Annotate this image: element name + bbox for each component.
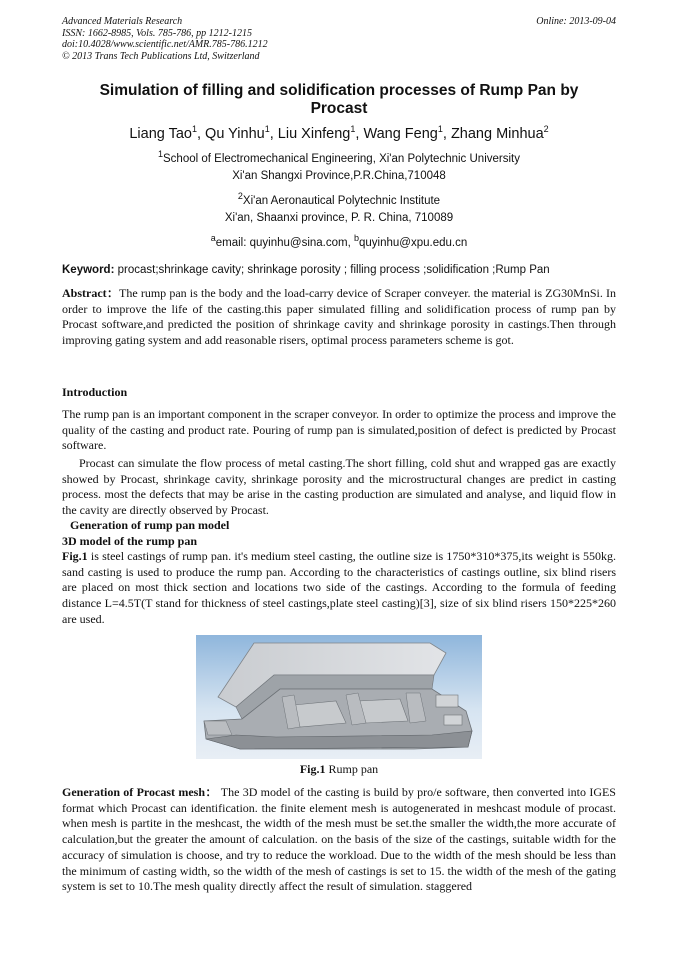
title-line-2: Procast	[310, 100, 368, 117]
affiliation-1-address: Xi'an Shangxi Province,P.R.China,710048	[232, 170, 446, 182]
author: Zhang Minhua	[450, 125, 544, 142]
intro-paragraph-2: Procast can simulate the flow process of metal casting.The short filling, cold shut and wrapped gas are exactly showed by Procast, shrinkage cavity, shrinkage porosity and the microstructural changes are predict in casting process. most the defects that may be arise in the casting production are simulated and analyse, and liquid flow in the cavity are directly observed by Procast.	[62, 456, 616, 518]
keywords-label: Keyword:	[62, 264, 115, 276]
issn: ISSN: 1662-8985, Vols. 785-786, pp 1212-1215	[62, 27, 252, 39]
caption-label: Fig.1	[299, 762, 326, 776]
author: Liu Xinfeng	[277, 125, 351, 142]
model-paragraph: Fig.1 is steel castings of rump pan. it's medium steel casting, the outline size is 1750*310*375,its weight is 550kg. sand casting is used to produce the rump pan. According to the characteristics of castings outline, six blind risers are placed on most thick section and locations two side of the castings. According to the formula of feeding distance L=4.5T(T stand for thickness of steel castings,plate steel casting)[3], size of six blind risers 150*225*260 are used.	[62, 549, 616, 626]
author: Qu Yinhu	[205, 125, 265, 142]
figure-ref: Fig.1	[62, 549, 88, 563]
doi: doi:10.4028/www.scientific.net/AMR.785-786.1212	[62, 39, 268, 50]
journal-name: Advanced Materials Research	[62, 16, 183, 27]
abstract-label: Abstract：	[62, 286, 119, 300]
intro-paragraph-1: The rump pan is an important component in the scraper conveyor. In order to optimize the process and improve the quality of the casting and product rate. Pouring of rump pan is simulated,position of defect is predicted by Procast software.	[62, 407, 616, 453]
abstract	[62, 286, 616, 349]
email-line: $^a$email: quyinhu@sina.com, $^b$quyinhu@xpu.edu.cn	[210, 233, 468, 249]
author: Wang Feng	[363, 125, 438, 142]
author: Liang Tao	[129, 125, 192, 142]
affiliation-2-address: Xi'an, Shaanxi province, P. R. China, 710089	[224, 212, 454, 224]
rump-pan-figure	[196, 635, 482, 759]
affiliation-1: $^1$School of Electromechanical Engineering, Xi'an Polytechnic University	[158, 149, 520, 165]
figure-caption	[62, 762, 616, 777]
mesh-paragraph: Generation of Procast mesh： The 3D model of the casting is build by pro/e software, then converted into IGES format which Procast can identification. the finite element mesh is autogenerated in meshcast module of procast. when mesh is partite in the meshcast, the width of the mesh must be set.the smaller the width,the more accurate of calculation,but the greater the amount of calculation. on the basis of the size of the castings, suitable width for the accuracy of simulation is choose, and try to reduce the workload. Due to the width of the mesh should be less than the minimum of casting width, so the width of the mesh of castings is set to 15. the width of the mesh of the gating system is set to 10.The mesh quality directly affect the result of simulation. staggered	[62, 785, 616, 894]
section-heading-introduction: Introduction	[62, 385, 128, 399]
affiliation-2: $^2$Xi'an Aeronautical Polytechnic Institute	[237, 191, 441, 207]
keywords	[62, 264, 616, 276]
online-date: Online: 2013-09-04	[536, 16, 616, 27]
title-line-1: Simulation of filling and solidification processes of Rump Pan by	[99, 82, 579, 99]
section-heading-generation: Generation of rump pan model	[70, 518, 230, 532]
subsection-heading-3d-model: 3D model of the rump pan	[62, 534, 198, 548]
mesh-heading: Generation of Procast mesh：	[62, 785, 218, 799]
paper-title	[62, 82, 616, 118]
abstract-text: The rump pan is the body and the load-carry device of Scraper conveyer. the material is ZG30MnSi. In order to improve the life of the casting.this paper simulated filling and solidification process of rump pan by Procast software,and predicted the position of shrinkage cavity and shrinkage porosity in castings.Then through improving gating system and add reasonable risers, optimal process parameters scheme is got.	[62, 286, 616, 348]
author-list: Liang Tao$^1$, Qu Yinhu$^1$, Liu Xinfeng$^1$, Wang Feng$^1$, Zhang Minhua$^2$	[129, 124, 549, 142]
journal-header	[62, 16, 268, 62]
copyright: © 2013 Trans Tech Publications Ltd, Switzerland	[62, 50, 260, 62]
keywords-text: procast;shrinkage cavity; shrinkage porosity ; filling process ;solidification ;Rump Pan	[114, 264, 550, 276]
caption-text: Rump pan	[325, 762, 379, 776]
